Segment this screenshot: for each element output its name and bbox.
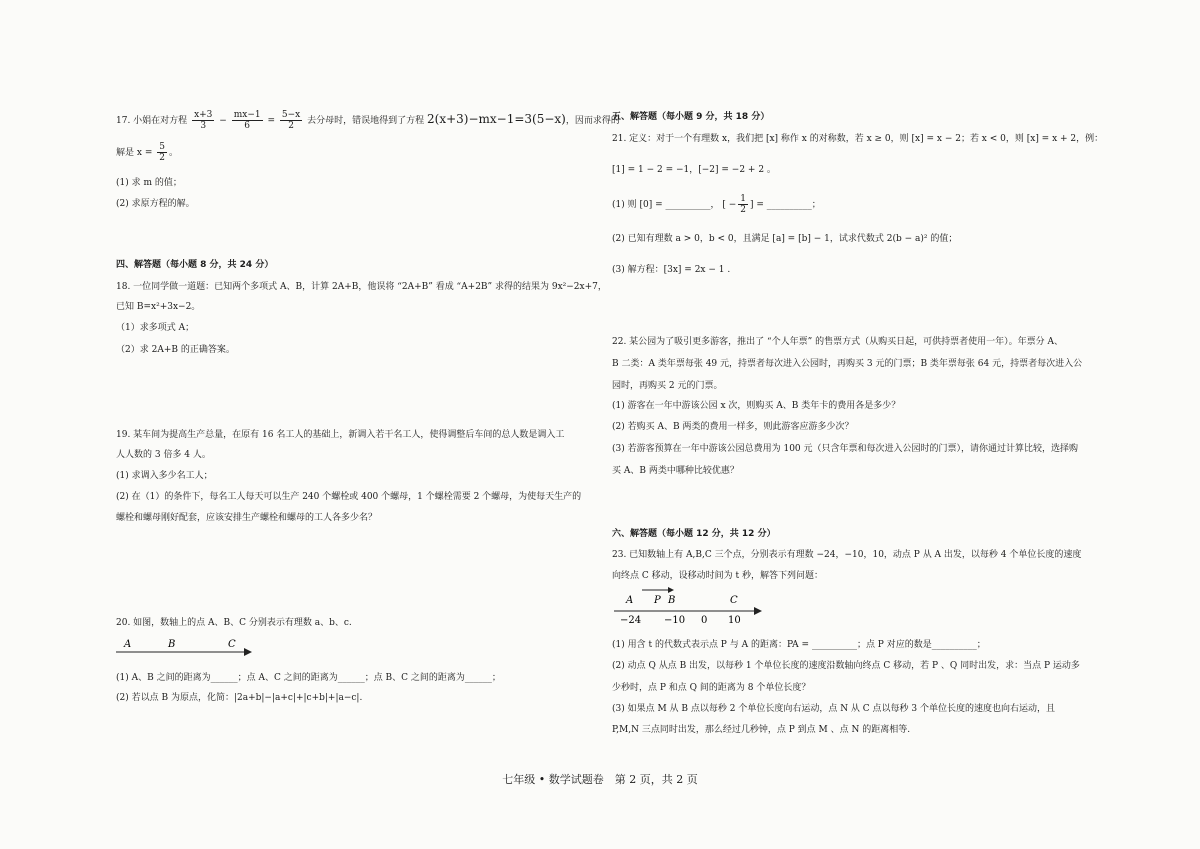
fraction: $\frac{5-x}{2}$	[281, 110, 301, 131]
q21-line1: 21. 定义：对于一个有理数 x，我们把 [x] 称作 x 的对称数，若 x ≥ 0，则 [x] = x − 2；若 x < 0，则 [x] = x + 2，例：	[612, 134, 1104, 144]
q21-part1: (1) 则 [0] = __________， [ − $\frac{1}{2}$ ] = __________；	[612, 194, 821, 215]
q17-line2: 解是 x = $\frac{5}{2}$ 。	[116, 142, 178, 163]
q19-line2: 人人数的 3 倍多 4 人。	[116, 450, 211, 460]
point-b-label: B	[668, 595, 676, 606]
q22-part4: 买 A、B 两类中哪种比较优惠？	[612, 466, 739, 476]
q19-part3: 螺栓和螺母刚好配套，应该安排生产螺栓和螺母的工人各多少名？	[116, 513, 378, 523]
fraction: $\frac{5}{2}$	[159, 142, 165, 163]
q23-part2: (2) 动点 Q 从点 B 出发，以每秒 1 个单位长度的速度沿数轴向终点 C 移动，若 P 、Q 同时出发，求：当点 P 运动多	[612, 661, 1080, 671]
q23-line2: 向终点 C 移动，设移动时间为 t 秒，解答下列问题：	[612, 571, 823, 581]
q23-part3: (3) 如果点 M 从 B 点以每秒 2 个单位长度向右运动，点 N 从 C 点以每秒 3 个单位长度的速度也向右运动，且	[612, 704, 1055, 714]
q20-line1: 20. 如图，数轴上的点 A、B、C 分别表示有理数 a、b、c.	[116, 618, 352, 628]
q23-line1: 23. 已知数轴上有 A,B,C 三个点，分别表示有理数 −24，−10，10，动点 P 从 A 出发，以每秒 4 个单位长度的速度	[612, 550, 1082, 560]
tick-label: 10	[728, 615, 741, 625]
q18-line2: 已知 B=x²+3x−2。	[116, 302, 201, 312]
q18-part2: （2）求 2A+B 的正确答案。	[116, 345, 235, 355]
q21-part2: (2) 已知有理数 a > 0，b < 0，且满足 [a] = [b] − 1，试求代数式 2(b − a)² 的值；	[612, 234, 958, 244]
point-p-label: P	[654, 595, 661, 606]
q22-line1: 22. 某公园为了吸引更多游客，推出了 “个人年票” 的售票方式（从购买日起，可供持票者使用一年）。年票分 A、	[612, 337, 1063, 347]
q22-line3: 园时，再购买 2 元的门票。	[612, 381, 723, 391]
q17-part1: (1) 求 m 的值；	[116, 178, 182, 188]
q19-part2: (2) 在（1）的条件下，每名工人每天可以生产 240 个螺栓或 400 个螺母，1 个螺栓需要 2 个螺母，为使每天生产的	[116, 492, 582, 502]
fraction: $\frac{1}{2}$	[740, 194, 747, 215]
q23-part2-cont: 少秒时，点 P 和点 Q 间的距离为 8 个单位长度？	[612, 683, 811, 693]
q22-part2: (2) 若购买 A、B 两类的费用一样多，则此游客应游多少次？	[612, 422, 854, 432]
q22-part3: (3) 若游客预算在一年中游该公园总费用为 100 元（只含年票和每次进入公园时的门票），请你通过计算比较，选择购	[612, 444, 1079, 454]
point-a-label: A	[124, 639, 132, 650]
q21-part3: (3) 解方程：[3x] = 2x − 1 .	[612, 265, 731, 275]
section-6-heading: 六、解答题（每小题 12 分，共 12 分）	[612, 529, 776, 539]
section-5-heading: 五、解答题（每小题 9 分，共 18 分）	[612, 112, 770, 122]
q23-part1: (1) 用含 t 的代数式表示点 P 与 A 的距离：PA = __________；点 P 对应的数是__________；	[612, 640, 986, 650]
q18-part1: （1）求多项式 A；	[116, 323, 195, 333]
q21-line2: [1] = 1 − 2 = −1，[−2] = −2 + 2 。	[612, 165, 776, 175]
q20-part1: (1) A、B 之间的距离为______；点 A、C 之间的距离为______；点 B、C 之间的距离为______；	[116, 673, 501, 683]
tick-label: −24	[620, 615, 642, 625]
q17-part2: (2) 求原方程的解。	[116, 199, 195, 209]
q17-line1: 17. 小娟在对方程 $\frac{x+3}{3}$ − $\frac{mx-1}{6}$ = $\frac{5-x}{2}$ 去分母时，错误地得到了方程 2(x+3)−mx−1=3(5−x)，因而求得的	[116, 110, 620, 131]
point-c-label: C	[228, 639, 236, 650]
point-c-label: C	[730, 595, 738, 606]
number-line-apbc	[612, 585, 772, 625]
point-b-label: B	[168, 639, 176, 650]
tick-label: 0	[701, 615, 708, 625]
fraction: $\frac{x+3}{3}$	[194, 110, 213, 131]
q19-line1: 19. 某车间为提高生产总量，在原有 16 名工人的基础上，新调入若干名工人，使得调整后车间的总人数是调入工	[116, 430, 565, 440]
tick-label: −10	[664, 615, 686, 625]
section-4-heading: 四、解答题（每小题 8 分，共 24 分）	[116, 260, 274, 270]
q19-part1: (1) 求调入多少名工人；	[116, 471, 213, 481]
q20-part2: (2) 若以点 B 为原点，化简：|2a+b|−|a+c|+|c+b|+|a−c|.	[116, 693, 363, 703]
q18-line1: 18. 一位同学做一道题：已知两个多项式 A、B，计算 2A+B，他误将 “2A+B” 看成 “A+2B” 求得的结果为 9x²−2x+7，	[116, 282, 607, 292]
point-a-label: A	[626, 595, 634, 606]
q23-part3-cont: P,M,N 三点同时出发，那么经过几秒钟，点 P 到点 M 、点 N 的距离相等.	[612, 725, 911, 735]
q22-line2: B 二类：A 类年票每张 49 元，持票者每次进入公园时，再购买 3 元的门票；B 类年票每张 64 元，持票者每次进入公	[612, 359, 1083, 369]
q22-part1: (1) 游客在一年中游该公园 x 次，则购买 A、B 类年卡的费用各是多少？	[612, 401, 901, 411]
number-line-abc	[114, 636, 254, 658]
page-footer: 七年级 • 数学试题卷 第 2 页，共 2 页	[502, 773, 698, 786]
fraction: $\frac{mx-1}{6}$	[233, 110, 261, 131]
